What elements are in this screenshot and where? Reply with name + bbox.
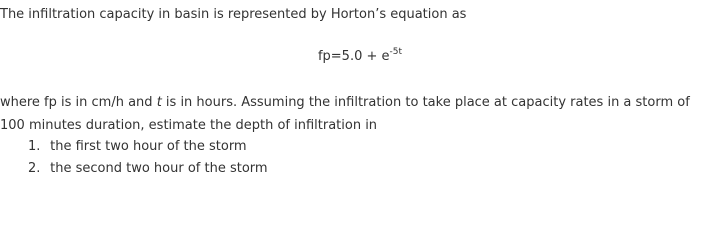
horton-equation xyxy=(0,48,718,66)
list-item-text: the second two hour of the storm xyxy=(50,161,268,176)
equation-base: fp=5.0 + e xyxy=(317,49,390,64)
list-item-text: the first two hour of the storm xyxy=(50,139,247,154)
list-item xyxy=(28,160,268,178)
list-item-number: 1. xyxy=(28,139,41,154)
paragraph-part-1: where fp is in cm/h and xyxy=(0,95,157,110)
question-list xyxy=(28,138,268,182)
list-item-number: 2. xyxy=(28,161,41,176)
problem-paragraph-line-1 xyxy=(0,94,690,112)
paragraph-part-2: is in hours. Assuming the infiltration to take place at capacity rates in a storm of xyxy=(161,95,690,110)
equation-exponent: -5t xyxy=(389,47,403,57)
intro-text: The infiltration capacity in basin is represented by Horton’s equation as xyxy=(0,7,467,22)
variable-t: t xyxy=(156,95,162,110)
list-item xyxy=(28,138,268,156)
problem-paragraph-line-2: 100 minutes duration, estimate the depth of infiltration in xyxy=(0,118,378,133)
